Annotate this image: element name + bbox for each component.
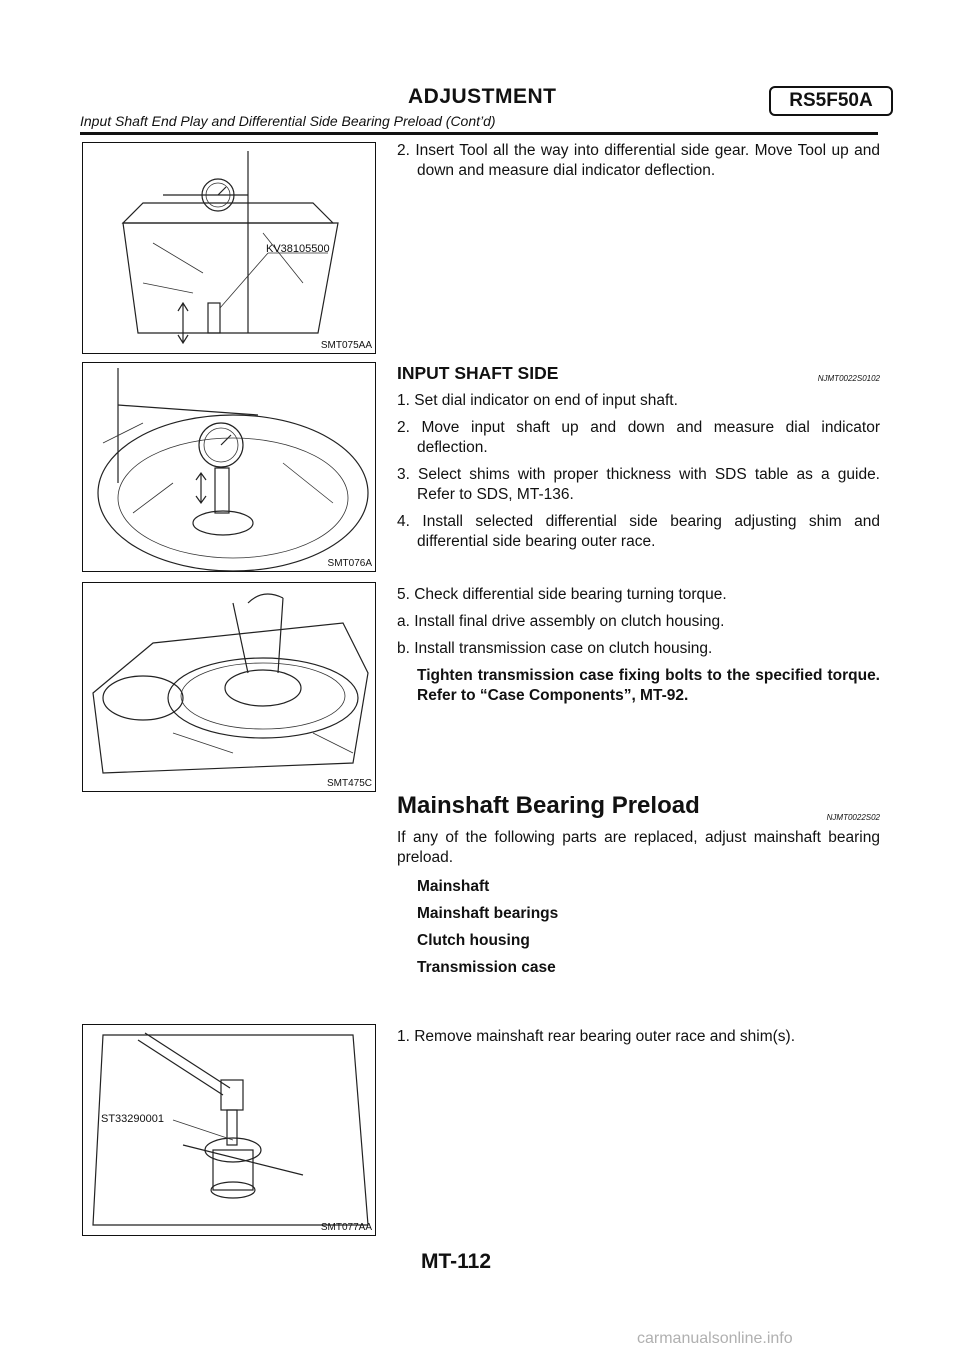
figure-smt076a — [82, 362, 376, 572]
step-text: 3. Select shims with proper thickness with SDS table as a guide. Refer to SDS, MT-136. — [397, 466, 880, 503]
figure-smt075aa — [82, 142, 376, 354]
step-text: b. Install transmission case on clutch housing. — [397, 640, 713, 657]
reference-code: NJMT0022S02 — [826, 813, 880, 822]
intro-text: If any of the following parts are replaced, adjust mainshaft bearing preload. — [397, 829, 880, 866]
section-heading: Mainshaft Bearing Preload — [397, 796, 700, 819]
list-item: Transmission case — [417, 959, 556, 976]
tool-callout: KV38105500 — [266, 243, 330, 255]
step-text: 2. Move input shaft up and down and measure dial indicator deflection. — [397, 419, 880, 456]
list-item: Mainshaft bearings — [417, 905, 559, 922]
figure-caption: SMT077AA — [320, 1222, 372, 1233]
figure-caption: SMT475C — [326, 778, 372, 789]
figure-caption: SMT075AA — [320, 340, 372, 351]
tool-callout: ST33290001 — [101, 1113, 164, 1125]
step-text: 2. Insert Tool all the way into differential side gear. Move Tool up and down and measure dial indicator deflection. — [397, 142, 880, 179]
step-text: 5. Check differential side bearing turning torque. — [397, 586, 727, 603]
step-text: a. Install final drive assembly on clutch housing. — [397, 613, 725, 630]
step-text: 1. Remove mainshaft rear bearing outer race and shim(s). — [397, 1028, 796, 1045]
step-text: 1. Set dial indicator on end of input shaft. — [397, 392, 678, 409]
input-shaft-measurement-illustration — [83, 363, 375, 571]
figure-smt475c — [82, 582, 376, 792]
final-drive-assembly-illustration — [83, 583, 375, 791]
dial-indicator-tool-illustration — [83, 143, 375, 353]
header-rule — [80, 132, 878, 135]
figure-smt077aa — [82, 1024, 376, 1236]
watermark: carmanualsonline.info — [637, 1330, 793, 1347]
page-title: ADJUSTMENT — [408, 85, 557, 108]
step-text: 4. Install selected differential side bearing adjusting shim and differential side bearing outer race. — [397, 513, 880, 550]
list-item: Mainshaft — [417, 878, 490, 895]
section-subtitle: Input Shaft End Play and Differential Side Bearing Preload (Cont’d) — [80, 113, 496, 129]
mainshaft-step1 — [397, 1027, 880, 1054]
turning-torque-section — [397, 585, 880, 713]
figure-caption: SMT076A — [327, 558, 372, 569]
list-item: Clutch housing — [417, 932, 530, 949]
reference-code: NJMT0022S0102 — [817, 374, 880, 383]
input-shaft-section — [397, 363, 880, 559]
mainshaft-section — [397, 796, 880, 985]
section-heading: INPUT SHAFT SIDE — [397, 363, 559, 383]
torque-note: Tighten transmission case fixing bolts to the specified torque. Refer to “Case Components”, MT-92. — [417, 667, 880, 704]
bearing-puller-illustration — [83, 1025, 375, 1235]
page-number: MT-112 — [421, 1250, 492, 1273]
model-badge: RS5F50A — [769, 86, 893, 116]
text-block-step2 — [397, 141, 880, 188]
